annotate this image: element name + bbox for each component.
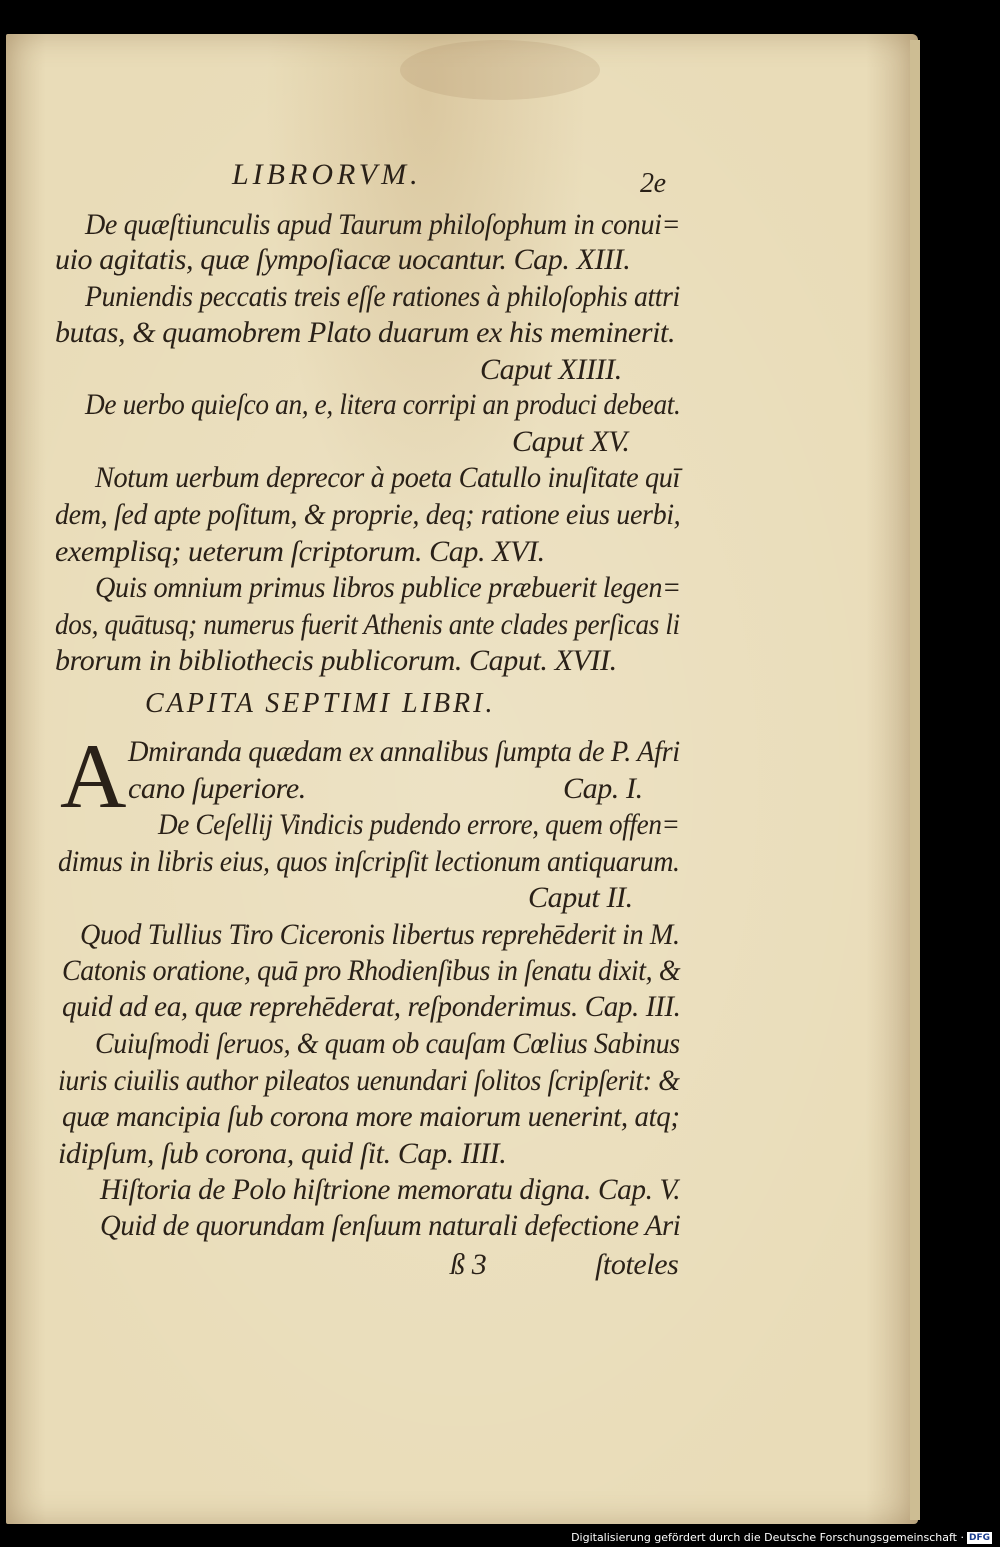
section-heading: CAPITA SEPTIMI LIBRI. <box>145 688 496 719</box>
text-line: dem, ſed apte poſitum, & proprie, deq; ratione eius uerbi, <box>55 498 681 531</box>
text-line: quid ad ea, quæ reprehēderat, reſponderimus. Cap. III. <box>62 990 681 1023</box>
text-line: quæ mancipia ſub corona more maiorum uenerint, atq; <box>62 1100 680 1133</box>
folio-number: 2e <box>640 168 666 199</box>
text-line: Puniendis peccatis treis eſſe rationes à philoſophis attri <box>85 280 680 313</box>
text-line: Hiſtoria de Polo hiſtrione memoratu digna. Cap. V. <box>100 1173 681 1206</box>
text-line: Quid de quorundam ſenſuum naturali defectione Ari <box>100 1209 681 1242</box>
catchword: ſtoteles <box>595 1248 679 1281</box>
text-line: butas, & quamobrem Plato duarum ex his meminerit. <box>55 316 676 349</box>
text-line: cano ſuperiore. <box>128 772 306 805</box>
text-line: brorum in bibliothecis publicorum. Caput. XVII. <box>55 644 617 677</box>
drop-cap: A <box>60 725 127 827</box>
text-line: De quæſtiunculis apud Taurum philoſophum in conui= <box>85 208 681 241</box>
text-line: Caput II. <box>528 881 633 914</box>
credit-text: Digitalisierung gefördert durch die Deutsche Forschungsgemeinschaft · <box>571 1531 964 1544</box>
digitization-credit <box>571 1531 992 1545</box>
signature-mark: ß 3 <box>450 1248 487 1281</box>
dfg-logo: DFG <box>968 1533 990 1543</box>
text-line: Dmiranda quædam ex annalibus ſumpta de P. Afri <box>128 735 680 768</box>
text-line: dimus in libris eius, quos inſcripſit lectionum antiquarum. <box>58 845 680 878</box>
text-line: Caput XIIII. <box>480 353 622 386</box>
text-line: idipſum, ſub corona, quid ſit. Cap. IIII. <box>58 1137 507 1170</box>
text-line: Catonis oratione, quā pro Rhodienſibus in ſenatu dixit, & <box>62 954 681 987</box>
text-line: dos, quātusq; numerus fuerit Athenis ante clades perſicas li <box>55 608 680 641</box>
text-line: Caput XV. <box>512 425 630 458</box>
text-line: uio agitatis, quæ ſympoſiacæ uocantur. Cap. XIII. <box>55 243 631 276</box>
text-line: iuris ciuilis author pileatos uenundari ſolitos ſcripſerit: & <box>58 1064 680 1097</box>
text-line: Quis omnium primus libros publice præbuerit legen= <box>95 571 681 604</box>
text-line: Cuiuſmodi ſeruos, & quam ob cauſam Cœlius Sabinus <box>95 1027 680 1060</box>
text-line: Quod Tullius Tiro Ciceronis libertus reprehēderit in M. <box>80 918 680 951</box>
running-title: LIBRORVM. <box>232 158 422 191</box>
text-line: De uerbo quieſco an, e, litera corripi an produci debeat. <box>85 388 681 421</box>
text-line: De Ceſellij Vindicis pudendo errore, quem offen= <box>158 808 680 841</box>
text-line: exemplisq; ueterum ſcriptorum. Cap. XVI. <box>55 535 545 568</box>
text-line: Notum uerbum deprecor à poeta Catullo inuſitate quī <box>95 461 680 494</box>
text-line: Cap. I. <box>563 772 643 805</box>
